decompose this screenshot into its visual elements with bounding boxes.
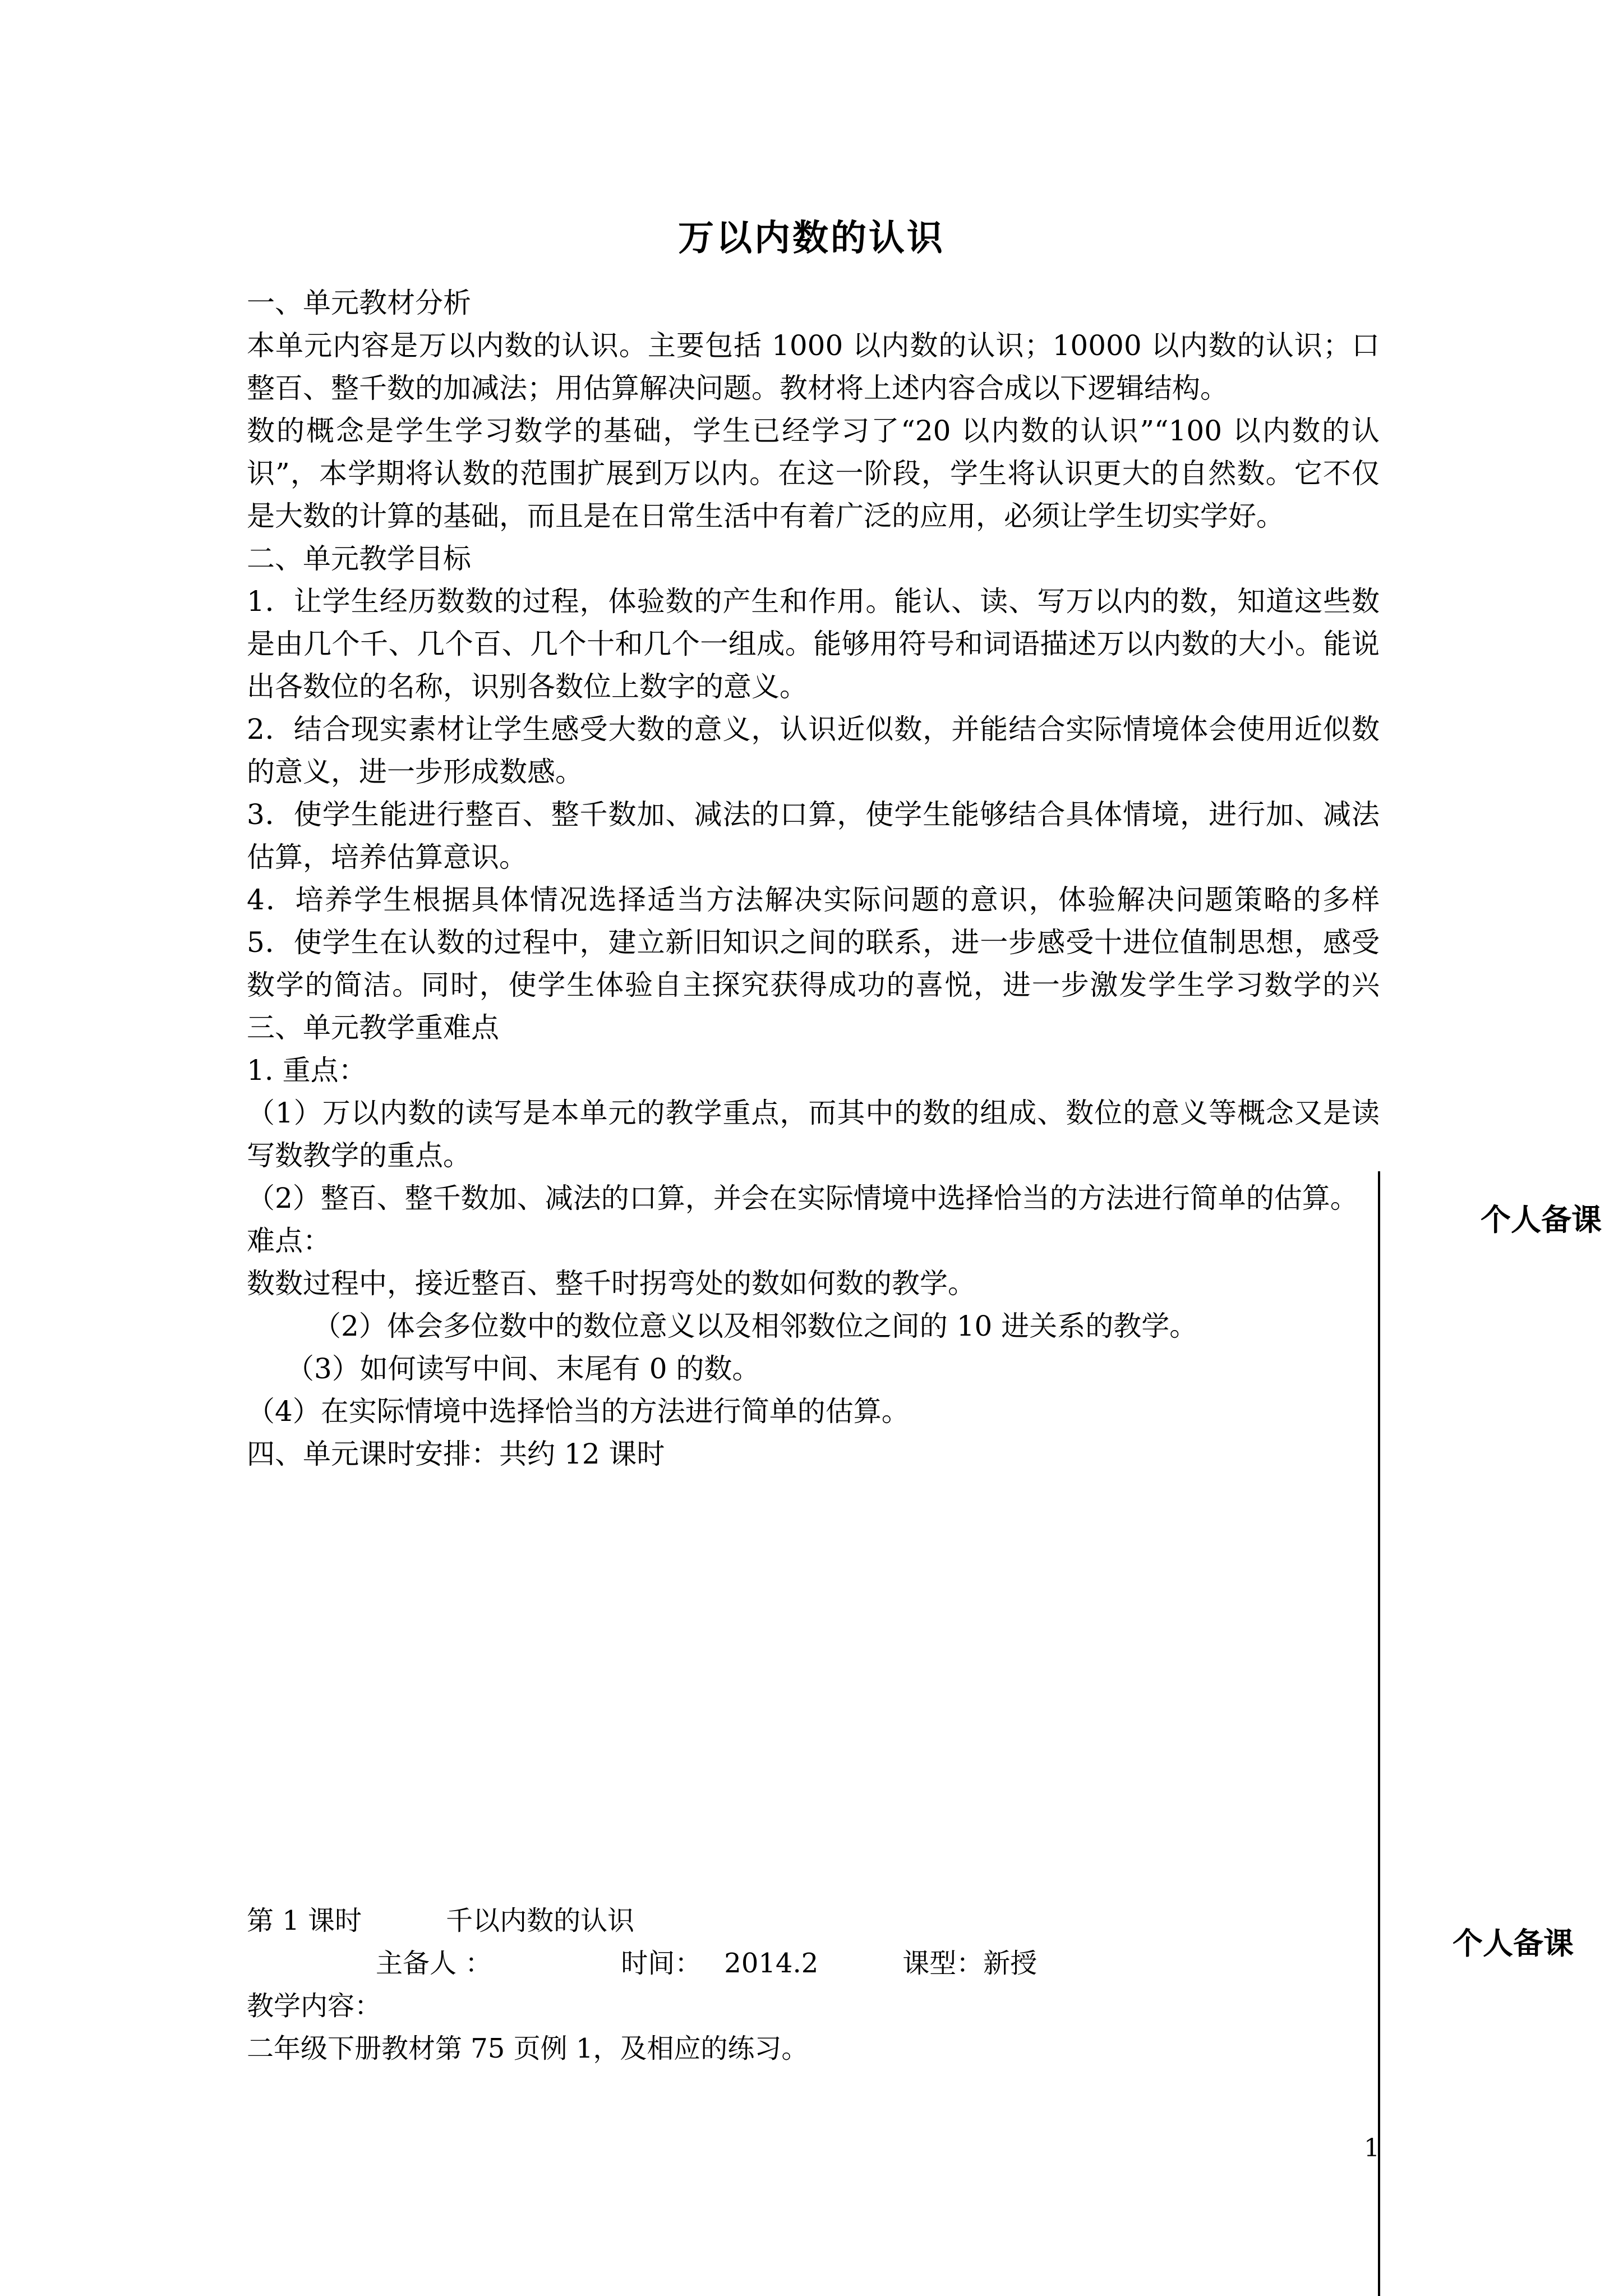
page-number: 1 xyxy=(1364,2134,1380,2162)
goal-line: 2．结合现实素材让学生感受大数的意义，认识近似数，并能结合实际情境体会使用近似数 xyxy=(247,713,1380,746)
goal-line: 4．培养学生根据具体情况选择适当方法解决实际问题的意识，体验解决问题策略的多样 xyxy=(247,884,1380,916)
goal-line: 3．使学生能进行整百、整千数加、减法的口算，使学生能够结合具体情境，进行加、减法 xyxy=(247,798,1380,831)
key-point-line: 写数教学的重点。 xyxy=(247,1139,471,1172)
difficulty-line: 数数过程中，接近整百、整千时拐弯处的数如何数的教学。 xyxy=(247,1267,976,1300)
page-title: 万以内数的认识 xyxy=(678,217,945,259)
time-value: 2014.2 xyxy=(724,1948,819,1979)
section-heading-analysis: 一、单元教材分析 xyxy=(247,287,471,319)
content-heading: 教学内容： xyxy=(247,1990,382,2022)
goal-line: 出各数位的名称，识别各数位上数字的意义。 xyxy=(247,670,808,703)
paragraph-line: 是大数的计算的基础，而且是在日常生活中有着广泛的应用，必须让学生切实学好。 xyxy=(247,500,1284,532)
paragraph-line: 整百、整千数的加减法；用估算解决问题。教材将上述内容合成以下逻辑结构。 xyxy=(247,372,1228,404)
lesson-block xyxy=(247,1899,1368,2070)
side-note-personal-prep: 个人备课 xyxy=(1453,1926,1574,1961)
paragraph-line: 数的概念是学生学习数学的基础，学生已经学习了“20 以内数的认识”“100 以内数的认 xyxy=(247,415,1380,447)
difficulty-line: （2）体会多位数中的数位意义以及相邻数位之间的 10 进关系的教学。 xyxy=(313,1310,1198,1342)
goal-line: 1．让学生经历数数的过程，体验数的产生和作用。能认、读、写万以内的数，知道这些数 xyxy=(247,585,1380,618)
lesson-topic: 千以内数的认识 xyxy=(446,1905,635,1936)
key-points-heading: 1. 重点： xyxy=(247,1054,367,1087)
paragraph-line: 识”，本学期将认数的范围扩展到万以内。在这一阶段，学生将认识更大的自然数。它不仅 xyxy=(247,457,1380,490)
main-content xyxy=(247,282,1380,1475)
key-point-line: （2）整百、整千数加、减法的口算，并会在实际情境中选择恰当的方法进行简单的估算。 xyxy=(247,1182,1358,1214)
paragraph-line: 本单元内容是万以内数的认识。主要包括 1000 以内数的认识；10000 以内数的认识；口 xyxy=(247,329,1380,362)
goal-line: 的意义，进一步形成数感。 xyxy=(247,756,583,788)
key-point-line: （1）万以内数的读写是本单元的教学重点，而其中的数的组成、数位的意义等概念又是读 xyxy=(247,1097,1380,1129)
difficulty-line: （4）在实际情境中选择恰当的方法进行简单的估算。 xyxy=(247,1395,910,1428)
lesson-header xyxy=(247,1899,1368,1942)
lesson-number: 第 1 课时 xyxy=(247,1905,362,1936)
content-text: 二年级下册教材第 75 页例 1，及相应的练习。 xyxy=(247,2033,809,2064)
side-note-personal-prep: 个人备课 xyxy=(1481,1202,1602,1237)
goal-line: 5．使学生在认数的过程中，建立新旧知识之间的联系，进一步感受十进位值制思想，感受 xyxy=(247,926,1380,959)
difficulty-heading: 难点： xyxy=(247,1225,331,1257)
goal-line: 是由几个千、几个百、几个十和几个一组成。能够用符号和词语描述万以内数的大小。能说 xyxy=(247,628,1380,660)
margin-divider xyxy=(1378,1171,1380,2296)
difficulty-line: （3）如何读写中间、末尾有 0 的数。 xyxy=(286,1352,760,1385)
goal-line: 估算，培养估算意识。 xyxy=(247,841,527,873)
section-heading-key-points: 三、单元教学重难点 xyxy=(247,1011,499,1044)
preparer-label: 主备人 ： xyxy=(376,1948,492,1979)
goal-line: 数学的简洁。同时，使学生体验自主探究获得成功的喜悦，进一步激发学生学习数学的兴 xyxy=(247,969,1380,1001)
section-heading-schedule: 四、单元课时安排：共约 12 课时 xyxy=(247,1438,665,1470)
section-heading-goals: 二、单元教学目标 xyxy=(247,542,471,575)
lesson-meta xyxy=(247,1942,1368,1985)
time-label: 时间： xyxy=(621,1948,702,1979)
lesson-type: 课型：新授 xyxy=(902,1948,1038,1979)
